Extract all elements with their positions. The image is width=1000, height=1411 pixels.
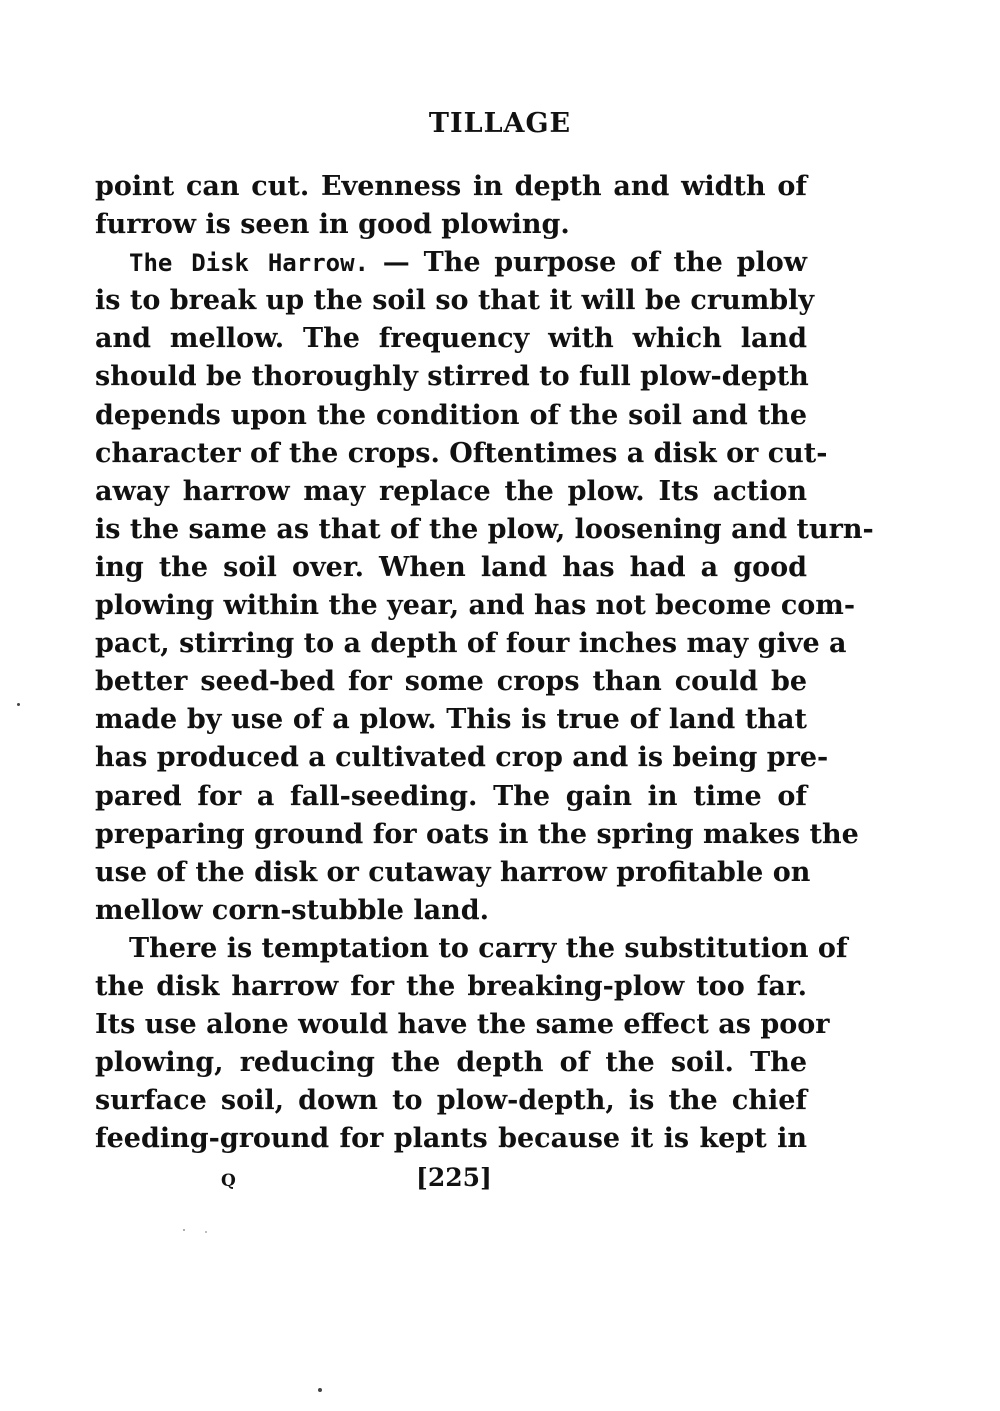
line-text: is the same as that of the plow, loosening and turn- [95,513,874,545]
line-text: preparing ground for oats in the spring makes the [95,818,859,850]
text-line [95,1006,830,1044]
running-head: TILLAGE [428,108,572,139]
text-line [95,968,807,1006]
line-text: plowing within the year, and has not become com- [95,590,856,622]
line-text: and mellow. The frequency with which land [95,323,807,355]
signature-mark: Q [221,1171,236,1191]
line-text: ing the soil over. When land has had a good [95,551,807,583]
line-text: furrow is seen in good plowing. [95,209,570,241]
line-text: character of the crops. Oftentimes a disk or cut- [95,437,828,469]
scan-speck [205,1231,207,1233]
line-text: better seed-bed for some crops than could be [95,666,807,698]
text-line [95,816,859,854]
text-line [95,587,856,625]
line-text: — The purpose of the plow [369,247,808,279]
line-text: should be thoroughly stirred to full plow-depth [95,361,809,393]
text-line [95,663,807,701]
text-line [95,1044,807,1082]
line-text: plowing, reducing the depth of the soil. The [95,1047,807,1079]
text-line [95,854,811,892]
scan-speck [318,1388,322,1392]
text-line [95,358,807,396]
text-line [95,549,807,587]
text-line [95,1082,807,1120]
text-line [95,397,807,435]
section-heading: The Disk Harrow. [129,249,369,278]
page-number: [225] [416,1163,492,1192]
line-text: There is temptation to carry the substitution of [129,932,848,964]
line-text: depends upon the condition of the soil and the [95,399,807,431]
text-line [95,1120,807,1158]
text-line [95,320,807,358]
line-text: Its use alone would have the same effect as poor [95,1009,830,1041]
text-line [95,701,807,739]
line-text: pared for a fall-seeding. The gain in time of [95,780,807,812]
text-line [95,244,807,282]
line-text: away harrow may replace the plow. Its action [95,475,807,507]
line-text: pact, stirring to a depth of four inches may give a [95,628,847,660]
line-text: point can cut. Evenness in depth and width of [95,171,807,202]
line-text: is to break up the soil so that it will be crumbly [95,285,815,317]
text-line [95,625,847,663]
scan-speck [17,703,20,706]
text-line [95,892,807,930]
text-line [95,511,874,549]
text-line [95,282,815,320]
line-text: surface soil, down to plow-depth, is the chief [95,1085,807,1117]
text-line [95,778,807,816]
text-line [95,206,807,244]
line-text: use of the disk or cutaway harrow profitable on [95,856,811,888]
scan-speck [183,1229,185,1231]
body-text [95,168,874,1158]
line-text: the disk harrow for the breaking-plow too far. [95,970,807,1002]
line-text: made by use of a plow. This is true of land that [95,704,807,736]
line-text: mellow corn-stubble land. [95,894,489,926]
text-line [95,168,807,206]
line-text: feeding-ground for plants because it is kept in [95,1123,807,1155]
text-line [95,739,829,777]
text-line [95,930,848,968]
text-line [95,473,807,511]
text-line [95,435,828,473]
line-text: has produced a cultivated crop and is being pre- [95,742,829,774]
